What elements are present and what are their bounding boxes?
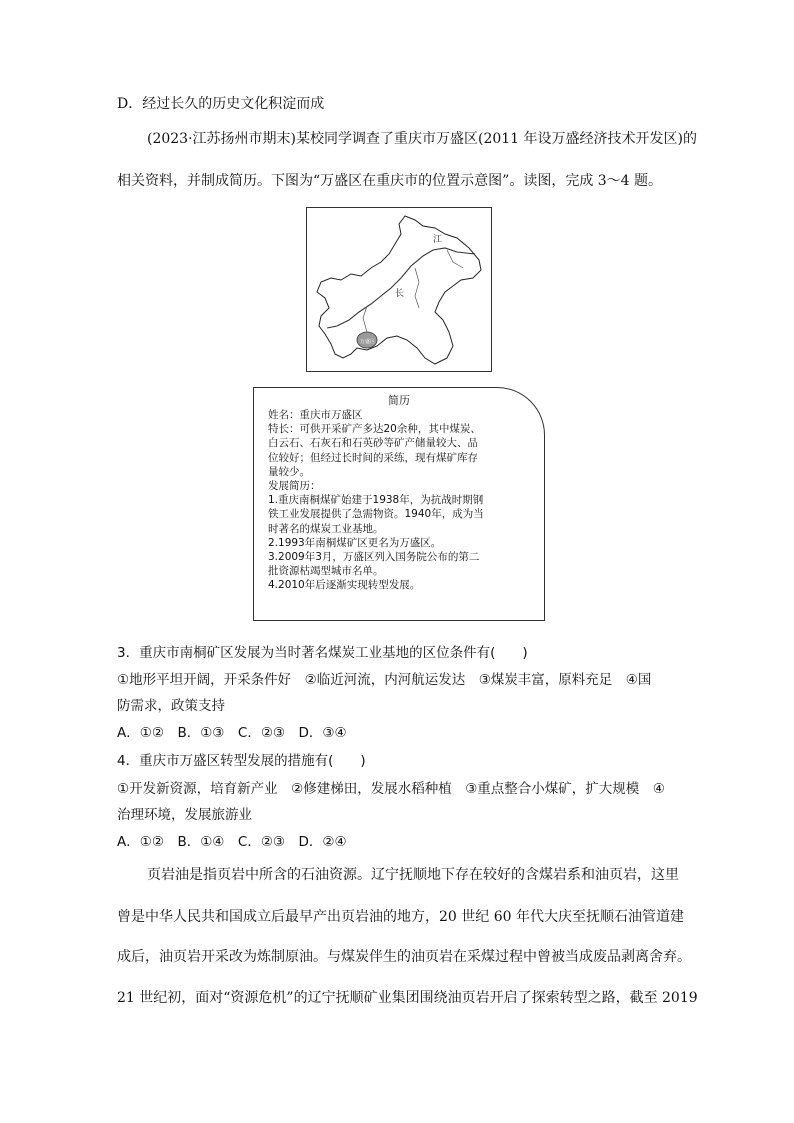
question-4-choices: A．①② B．①④ C．②③ D．②④ [117,834,347,850]
resume-line: 特长：可供开采矿产多达20余种，其中煤炭、 [268,423,481,436]
chongqing-map-svg [307,208,491,371]
tributary-1 [415,268,419,308]
question-4-options-1: ①开发新资源，培育新产业 ②修建梯田，发展水稻种植 ③重点整合小煤矿，扩大规模 ④ [117,781,665,797]
chongqing-map [306,207,492,372]
question-4-options-2: 治理环境，发展旅游业 [117,807,252,823]
resume-line: 1.重庆南桐煤矿始建于1938年，为抗战时期钢 [268,494,484,507]
option-d: D．经过长久的历史文化积淀而成 [117,96,325,112]
resume-line: 发展简历： [268,480,321,493]
question-4-stem: 4．重庆市万盛区转型发展的措施有( ) [117,753,366,769]
resume-line: 批资源枯竭型城市名单。 [268,565,384,578]
question-3-options-1: ①地形平坦开阔，开采条件好 ②临近河流，内河航运发达 ③煤炭丰富，原料充足 ④国 [117,672,652,688]
intro-line-2: 相关资料，并制成简历。下图为“万盛区在重庆市的位置示意图”。读图，完成 3～4 题。 [117,173,663,189]
tributary-2 [363,306,367,332]
resume-line: 白云石、石灰石和石英砂等矿产储量较大、品 [268,437,478,450]
question-3-choices: A．①② B．①③ C．②③ D．③④ [117,725,347,741]
wansheng-label: 万盛区 [360,339,376,345]
question-3-options-2: 防需求，政策支持 [117,698,225,714]
yangtze-river [327,248,475,328]
resume-line: 2.1993年南桐煤矿区更名为万盛区。 [268,536,442,549]
resume-line: 3.2009年3月，万盛区列入国务院公布的第二 [268,551,480,564]
resume-line: 位较好；但经过长时间的采练，现有煤矿库存 [268,451,478,464]
passage-line-4: 21 世纪初，面对“资源危机”的辽宁抚顺矿业集团围绕油页岩开启了探索转型之路，截至 2019 [117,990,698,1006]
question-3-stem: 3．重庆市南桐矿区发展为当时著名煤炭工业基地的区位条件有( ) [117,645,528,661]
passage-line-3: 成后，油页岩开采改为炼制原油。与煤炭伴生的油页岩在采煤过程中曾被当成废品剥离舍弃。 [117,949,691,965]
resume-line: 时著名的煤炭工业基地。 [268,522,384,535]
resume-line: 量较少。 [268,465,310,478]
passage-line-1: 页岩油是指页岩中所含的石油资源。辽宁抚顺地下存在较好的含煤岩系和油页岩，这里 [147,867,679,883]
resume-line: 姓名：重庆市万盛区 [268,409,363,421]
resume-body [268,408,536,593]
resume-line: 铁工业发展提供了急需物资。1940年，成为当 [268,508,484,521]
resume-card [253,387,545,621]
resume-line: 4.2010年后逐渐实现转型发展。 [268,579,421,592]
river-label-chang: 长 [395,289,405,299]
resume-title: 简历 [388,394,410,407]
river-label-jiang: 江 [433,235,443,245]
passage-line-2: 曾是中华人民共和国成立后最早产出页岩油的地方，20 世纪 60 年代大庆至抚顺石油管道建 [117,909,684,925]
intro-line-1: (2023·江苏扬州市期末)某校同学调查了重庆市万盛区(2011 年设万盛经济技术开发区)的 [147,131,698,147]
